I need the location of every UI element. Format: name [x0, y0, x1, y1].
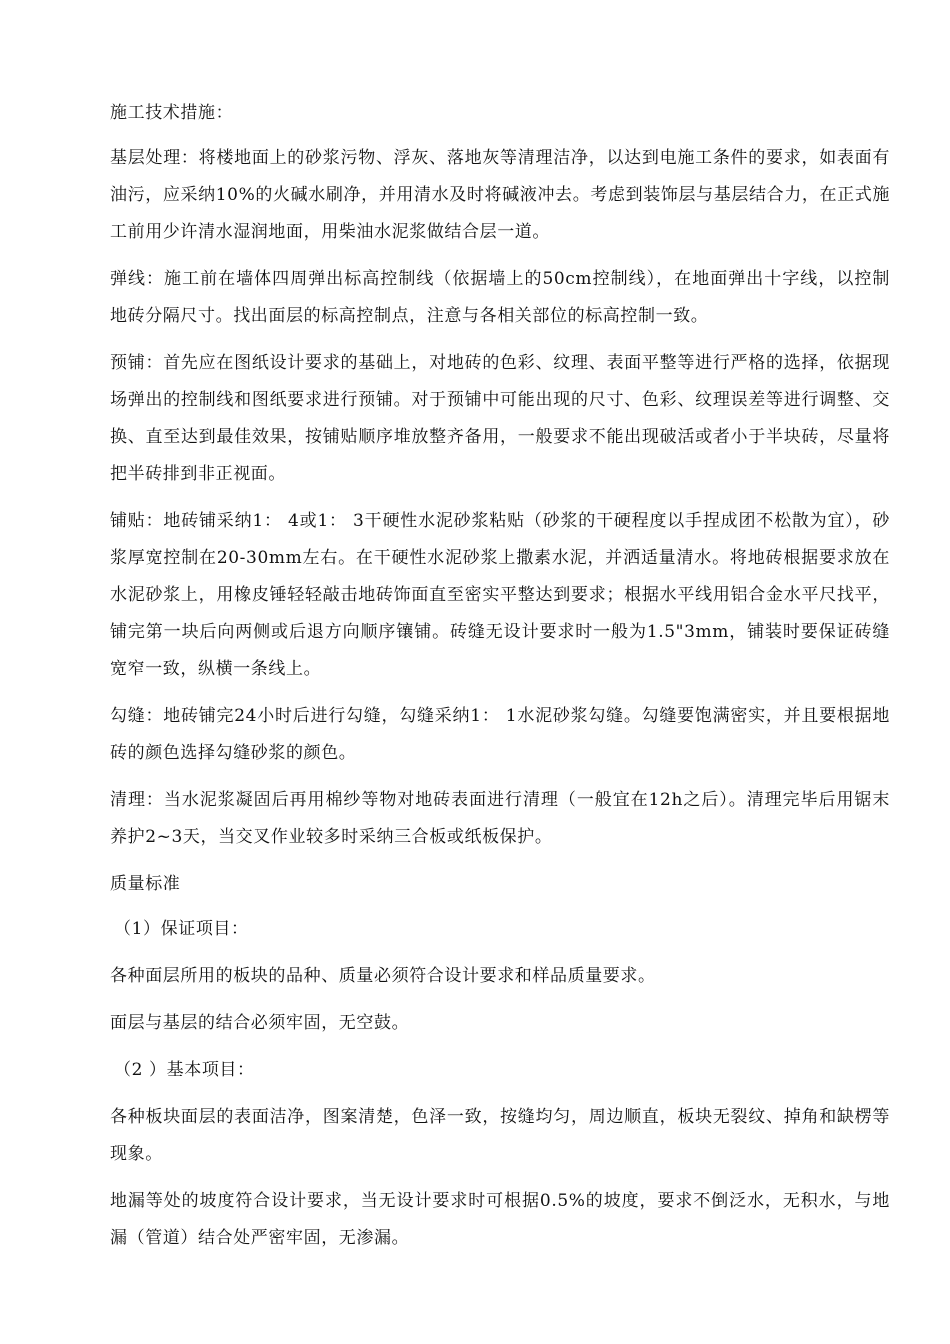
- base-treatment-paragraph: 基层处理：将楼地面上的砂浆污物、浮灰、落地灰等清理洁净，以达到电施工条件的要求，如表面有油污，应采纳10%的火碱水刷净，并用清水及时将碱液冲去。考虑到装饰层与基层结合力，在正式施工前用少许清水湿润地面，用柴油水泥浆做结合层一道。: [110, 148, 890, 242]
- guarantee-item: 各种面层所用的板块的品种、质量必须符合设计要求和样品质量要求。: [110, 966, 656, 986]
- grouting-paragraph: 勾缝：地砖铺完24小时后进行勾缝，勾缝采纳1： 1水泥砂浆勾缝。勾缝要饱满密实，并且要根据地砖的颜色选择勾缝砂浆的颜色。: [110, 706, 890, 763]
- cleaning-paragraph: 清理：当水泥浆凝固后再用棉纱等物对地砖表面进行清理（一般宜在12h之后）。清理完毕后用锯末养护2~3天，当交叉作业较多时采纳三合板或纸板保护。: [110, 790, 890, 847]
- guarantee-items-heading: （1）保证项目：: [114, 919, 249, 939]
- document-page: [110, 95, 890, 1267]
- basic-items-heading: （2 ）基本项目：: [114, 1060, 255, 1080]
- basic-item: 地漏等处的坡度符合设计要求，当无设计要求时可根据0.5%的坡度，要求不倒泛水，无积水，与地漏（管道）结合处严密牢固，无渗漏。: [110, 1191, 890, 1248]
- construction-measures-heading: 施工技术措施：: [110, 103, 234, 123]
- quality-standard-heading: 质量标准: [110, 874, 181, 894]
- guarantee-item: 面层与基层的结合必须牢固，无空鼓。: [110, 1013, 410, 1033]
- snap-line-paragraph: 弹线：施工前在墙体四周弹出标高控制线（依据墙上的50cm控制线），在地面弹出十字线，以控制地砖分隔尺寸。找出面层的标高控制点，注意与各相关部位的标高控制一致。: [110, 269, 890, 326]
- basic-item: 各种板块面层的表面洁净，图案清楚，色泽一致，按缝均匀，周边顺直，板块无裂纹、掉角和缺楞等现象。: [110, 1107, 890, 1164]
- pre-laying-paragraph: 预铺：首先应在图纸设计要求的基础上，对地砖的色彩、纹理、表面平整等进行严格的选择，依据现场弹出的控制线和图纸要求进行预铺。对于预铺中可能出现的尺寸、色彩、纹理误差等进行调整、交换、直至达到最佳效果，按铺贴顺序堆放整齐备用，一般要求不能出现破活或者小于半块砖，尽量将把半砖排到非正视面。: [110, 353, 890, 484]
- tiling-paragraph: 铺贴：地砖铺采纳1： 4或1： 3干硬性水泥砂浆粘贴（砂浆的干硬程度以手捏成团不松散为宜），砂浆厚宽控制在20-30mm左右。在干硬性水泥砂浆上撒素水泥，并洒适量清水。将地砖根据要求放在水泥砂浆上，用橡皮锤轻轻敲击地砖饰面直至密实平整达到要求；根据水平线用铝合金水平尺找平，铺完第一块后向两侧或后退方向顺序镶铺。砖缝无设计要求时一般为1.5"3mm，铺装时要保证砖缝宽窄一致，纵横一条线上。: [110, 511, 890, 679]
